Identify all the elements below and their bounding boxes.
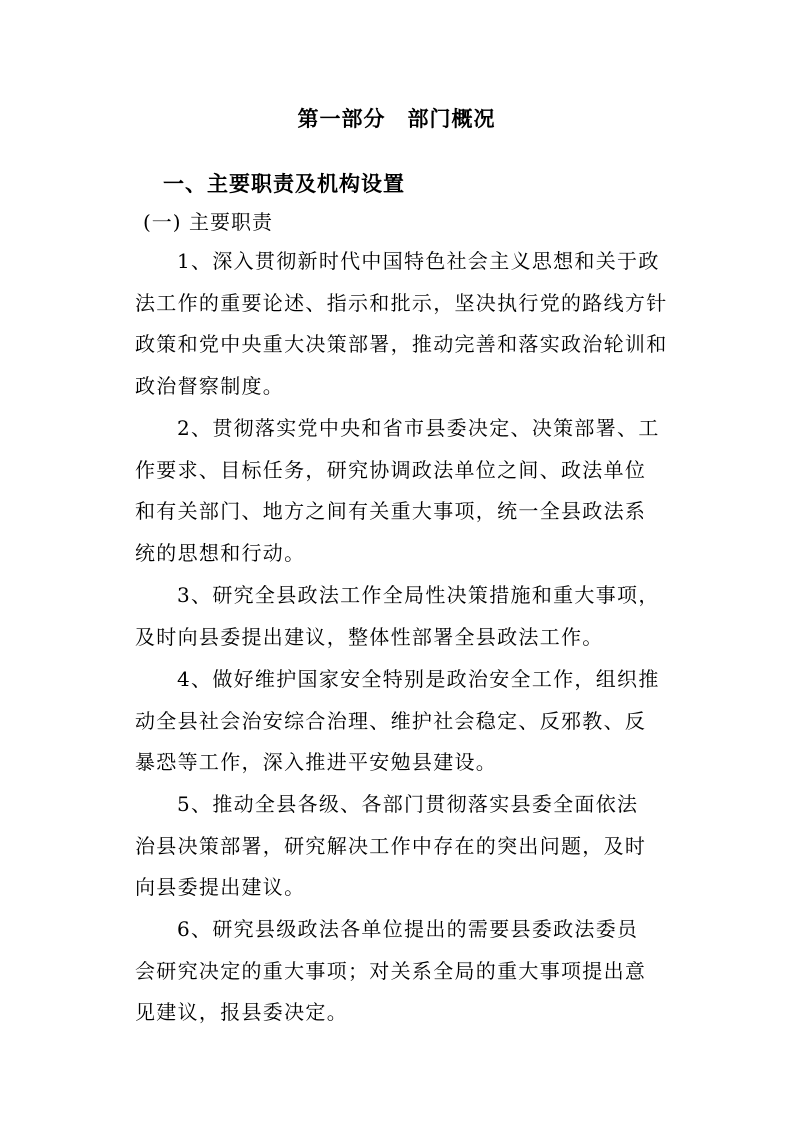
- paragraph-line: 会研究决定的重大事项；对关系全局的重大事项提出意: [135, 958, 647, 983]
- paragraph-line: 3、研究全县政法工作全局性决策措施和重大事项，: [177, 583, 660, 607]
- paragraph-line: 6、研究县级政法各单位提出的需要县委政法委员: [177, 917, 639, 941]
- paragraph-line: 政策和党中央重大决策部署，推动完善和落实政治轮训和: [135, 332, 668, 356]
- paragraph-line: 见建议，报县委决定。: [135, 1000, 348, 1024]
- paragraph-line: 暴恐等工作，深入推进平安勉县建设。: [135, 750, 498, 774]
- paragraph-line: 向县委提出建议。: [135, 875, 306, 899]
- paragraph-2: [135, 408, 675, 574]
- paragraph-line: 统的思想和行动。: [135, 540, 306, 565]
- paragraph-line: 治县决策部署，研究解决工作中存在的突出问题，及时: [135, 833, 647, 858]
- paragraph-line: 作要求、目标任务，研究协调政法单位之间、政法单位: [135, 457, 647, 482]
- paragraph-line: 和有关部门、地方之间有关重大事项，统一全县政法系: [135, 499, 647, 523]
- paragraph-line: 动全县社会治安综合治理、维护社会稳定、反邪教、反: [135, 708, 647, 733]
- paragraph-3: [135, 575, 675, 658]
- paragraph-line: 4、做好维护国家安全特别是政治安全工作，组织推: [177, 667, 660, 691]
- sub-heading: (一) 主要职责: [143, 210, 273, 234]
- paragraph-4: [135, 659, 675, 784]
- paragraph-5: [135, 784, 675, 909]
- paragraph-1: [135, 241, 675, 407]
- paragraph-line: 及时向县委提出建议，整体性部署全县政法工作。: [135, 624, 604, 649]
- section-heading: 一、主要职责及机构设置: [163, 171, 405, 196]
- paragraph-line: 5、推动全县各级、各部门贯彻落实县委全面依法: [177, 792, 639, 816]
- page-title: 第一部分 部门概况: [297, 106, 496, 131]
- paragraph-line: 2、贯彻落实党中央和省市县委决定、决策部署、工: [177, 416, 660, 440]
- paragraph-line: 法工作的重要论述、指示和批示，坚决执行党的路线方针: [135, 290, 668, 315]
- paragraph-line: 1、深入贯彻新时代中国特色社会主义思想和关于政: [177, 249, 660, 273]
- paragraph-line: 政治督察制度。: [135, 373, 285, 398]
- paragraph-6: [135, 909, 675, 1034]
